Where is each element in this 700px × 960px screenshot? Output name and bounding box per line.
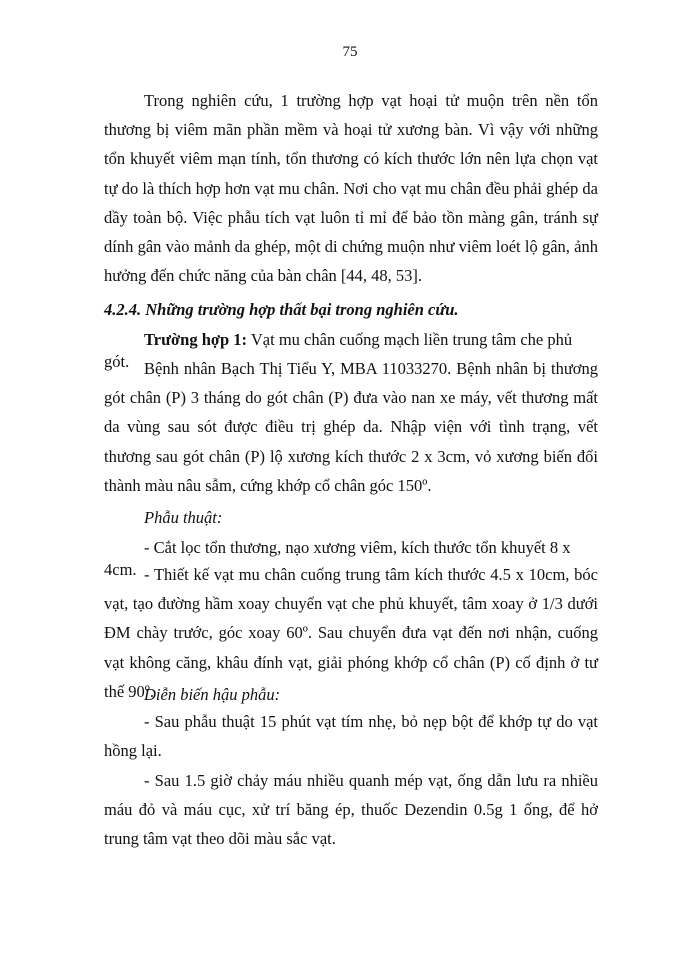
paragraph-vat-hoai-tu: Trong nghiên cứu, 1 trường hợp vạt hoại tử muộn trên nền tổn thương bị viêm mãn phần mềm và hoại tử xương bàn. Vì vậy với những tổn khuyết viêm mạn tính, tổn thương có kích thước lớn nên lựa chọn vạt tự do là thích hợp hơn vạt mu chân. Nơi cho vạt mu chân đều phải ghép da dầy toàn bộ. Việc phẫu tích vạt luôn tỉ mỉ để bảo tồn màng gân, tránh sự dính gân vào mảnh da ghép, một di chứng muộn như viêm loét lộ gân, ảnh hưởng đến chức năng của bàn chân [44, 48, 53]. xyxy=(104,91,598,286)
case-title: Vạt mu chân cuống mạch liền trung tâm che phủ gót. xyxy=(104,330,573,371)
surgery-step-2: - Thiết kế vạt mu chân cuống trung tâm kích thước 4.5 x 10cm, bóc vạt, tạo đường hầm xoay chuyển vạt che phủ khuyết, tâm xoay ở 1/3 dưới ĐM chày trước, góc xoay 60º. Sau chuyển đưa vạt đến nơi nhận, cuống vạt không căng, khâu đính vạt, giải phóng khớp cổ chân (P) cố định ở tư thế 90º. xyxy=(104,565,598,701)
postop-item-1: - Sau phẫu thuật 15 phút vạt tím nhẹ, bỏ nẹp bột để khớp tự do vạt hồng lại. xyxy=(104,712,598,761)
surgery-step-1: - Cắt lọc tổn thương, nạo xương viêm, kích thước tổn khuyết 8 x 4cm. xyxy=(104,538,571,579)
section-heading: 4.2.4. Những trường hợp thất bại trong nghiên cứu. xyxy=(104,300,459,319)
case-label: Trường hợp 1: xyxy=(144,330,248,349)
surgery-label: Phẫu thuật: xyxy=(144,508,223,527)
patient-paragraph: Bệnh nhân Bạch Thị Tiểu Y, MBA 11033270. Bệnh nhân bị thương gót chân (P) 3 tháng do gót chân (P) đưa vào nan xe máy, vết thương mất da vùng sau sót được điều trị ghép da. Nhập viện với tình trạng, vết thương sau gót chân (P) lộ xương kích thước 2 x 3cm, vỏ xương biến đổi thành màu nâu sẫm, cứng khớp cổ chân góc 150º. xyxy=(104,359,598,495)
postop-item-2: - Sau 1.5 giờ chảy máu nhiều quanh mép vạt, ống dẫn lưu ra nhiều máu đỏ và máu cục, xử trí băng ép, thuốc Dezendin 0.5g 1 ống, để hở trung tâm vạt theo dõi màu sắc vạt. xyxy=(104,771,598,849)
postop-label: Diễn biến hậu phẫu: xyxy=(144,685,281,704)
page-number: 75 xyxy=(342,44,358,60)
